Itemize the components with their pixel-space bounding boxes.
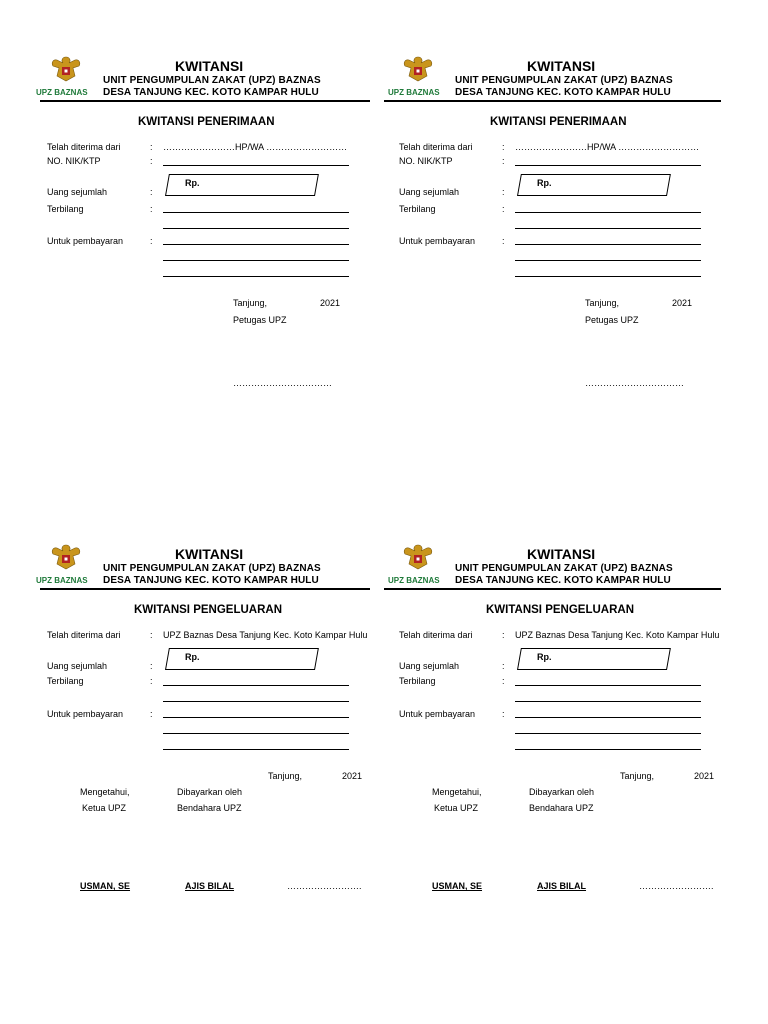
chair-title: Ketua UPZ: [434, 803, 479, 813]
garuda-emblem-icon: [48, 54, 84, 84]
terbilang-line-1[interactable]: [163, 212, 349, 213]
org-line-1: UNIT PENGUMPULAN ZAKAT (UPZ) BAZNAS: [455, 563, 673, 574]
org-line-2: DESA TANJUNG KEC. KOTO KAMPAR HULU: [455, 87, 671, 98]
amount-label: Uang sejumlah: [47, 661, 108, 671]
header-divider: [40, 588, 370, 590]
colon: :: [150, 204, 153, 214]
purpose-line-2[interactable]: [163, 260, 349, 261]
colon: :: [502, 156, 505, 166]
purpose-line-2[interactable]: [163, 733, 349, 734]
purpose-line-2[interactable]: [515, 733, 701, 734]
brand-label: UPZ BAZNAS: [36, 576, 88, 585]
amount-label: Uang sejumlah: [399, 661, 460, 671]
section-heading: KWITANSI PENERIMAAN: [138, 116, 275, 128]
colon: :: [502, 676, 505, 686]
amount-label: Uang sejumlah: [399, 187, 460, 197]
section-heading: KWITANSI PENGELUARAN: [134, 604, 283, 616]
colon: :: [502, 142, 505, 152]
amount-field[interactable]: [165, 174, 317, 194]
acknowledged-label: Mengetahui,: [80, 787, 130, 797]
amount-label: Uang sejumlah: [47, 187, 108, 197]
rp-label: Rp.: [537, 178, 552, 188]
year-label: 2021: [672, 298, 693, 308]
org-line-1: UNIT PENGUMPULAN ZAKAT (UPZ) BAZNAS: [103, 563, 321, 574]
received-from-field[interactable]: ……………………HP/WA ………………………: [515, 142, 700, 152]
purpose-line-3[interactable]: [515, 276, 701, 277]
received-from-label: Telah diterima dari: [47, 142, 121, 152]
amount-field[interactable]: [165, 648, 317, 668]
colon: :: [150, 630, 153, 640]
colon: :: [502, 187, 505, 197]
receipt-penerimaan-right: [352, 0, 736, 512]
terbilang-line-1[interactable]: [515, 212, 701, 213]
terbilang-label: Terbilang: [47, 676, 84, 686]
org-line-2: DESA TANJUNG KEC. KOTO KAMPAR HULU: [103, 87, 319, 98]
header-divider: [384, 588, 721, 590]
purpose-line-3[interactable]: [163, 276, 349, 277]
receipt-penerimaan-left: [0, 0, 384, 512]
colon: :: [502, 204, 505, 214]
colon: :: [502, 661, 505, 671]
terbilang-line-2[interactable]: [163, 701, 349, 702]
signature-line[interactable]: ……………………………: [585, 378, 684, 388]
receiver-signature-line[interactable]: …………………….: [287, 881, 362, 891]
chair-title: Ketua UPZ: [82, 803, 127, 813]
colon: :: [150, 236, 153, 246]
colon: :: [150, 187, 153, 197]
terbilang-line-1[interactable]: [163, 685, 349, 686]
org-line-1: UNIT PENGUMPULAN ZAKAT (UPZ) BAZNAS: [455, 75, 673, 86]
paid-by-label: Dibayarkan oleh: [177, 787, 243, 797]
colon: :: [150, 142, 153, 152]
place-label: Tanjung,: [233, 298, 268, 308]
header-divider: [40, 100, 370, 102]
officer-title: Petugas UPZ: [233, 315, 287, 325]
treasurer-title: Bendahara UPZ: [529, 803, 594, 813]
received-from-field[interactable]: UPZ Baznas Desa Tanjung Kec. Koto Kampar Hulu: [515, 630, 720, 640]
garuda-emblem-icon: [400, 54, 436, 84]
purpose-label: Untuk pembayaran: [47, 709, 124, 719]
nik-field-line[interactable]: [515, 165, 701, 166]
terbilang-line-2[interactable]: [515, 701, 701, 702]
terbilang-label: Terbilang: [399, 676, 436, 686]
colon: :: [502, 709, 505, 719]
terbilang-line-1[interactable]: [515, 685, 701, 686]
treasurer-name: AJIS BILAL: [537, 881, 587, 891]
purpose-line-3[interactable]: [515, 749, 701, 750]
rp-label: Rp.: [185, 178, 200, 188]
terbilang-line-2[interactable]: [163, 228, 349, 229]
amount-field[interactable]: [517, 648, 669, 668]
place-label: Tanjung,: [268, 771, 303, 781]
receipt-title: KWITANSI: [175, 58, 244, 74]
purpose-line-1[interactable]: [515, 717, 701, 718]
receipt-title: KWITANSI: [175, 546, 244, 562]
purpose-line-1[interactable]: [163, 717, 349, 718]
nik-label: NO. NIK/KTP: [47, 156, 101, 166]
rp-label: Rp.: [185, 652, 200, 662]
year-label: 2021: [694, 771, 715, 781]
receipt-title: KWITANSI: [527, 546, 596, 562]
colon: :: [150, 156, 153, 166]
acknowledged-label: Mengetahui,: [432, 787, 482, 797]
nik-field-line[interactable]: [163, 165, 349, 166]
nik-label: NO. NIK/KTP: [399, 156, 453, 166]
received-from-field[interactable]: ……………………HP/WA ………………………: [163, 142, 348, 152]
purpose-label: Untuk pembayaran: [47, 236, 124, 246]
colon: :: [502, 236, 505, 246]
received-from-field[interactable]: UPZ Baznas Desa Tanjung Kec. Koto Kampar Hulu: [163, 630, 368, 640]
purpose-line-3[interactable]: [163, 749, 349, 750]
purpose-line-1[interactable]: [163, 244, 349, 245]
place-label: Tanjung,: [585, 298, 620, 308]
received-from-label: Telah diterima dari: [399, 630, 473, 640]
terbilang-line-2[interactable]: [515, 228, 701, 229]
amount-field[interactable]: [517, 174, 669, 194]
colon: :: [150, 661, 153, 671]
paid-by-label: Dibayarkan oleh: [529, 787, 595, 797]
org-line-1: UNIT PENGUMPULAN ZAKAT (UPZ) BAZNAS: [103, 75, 321, 86]
received-from-label: Telah diterima dari: [47, 630, 121, 640]
brand-label: UPZ BAZNAS: [36, 88, 88, 97]
received-from-label: Telah diterima dari: [399, 142, 473, 152]
officer-title: Petugas UPZ: [585, 315, 639, 325]
receipt-pengeluaran-right: [352, 488, 736, 1000]
garuda-emblem-icon: [48, 542, 84, 572]
org-line-2: DESA TANJUNG KEC. KOTO KAMPAR HULU: [455, 575, 671, 586]
place-label: Tanjung,: [620, 771, 655, 781]
year-label: 2021: [320, 298, 341, 308]
colon: :: [150, 709, 153, 719]
brand-label: UPZ BAZNAS: [388, 88, 440, 97]
purpose-line-2[interactable]: [515, 260, 701, 261]
receipt-title: KWITANSI: [527, 58, 596, 74]
section-heading: KWITANSI PENERIMAAN: [490, 116, 627, 128]
terbilang-label: Terbilang: [47, 204, 84, 214]
org-line-2: DESA TANJUNG KEC. KOTO KAMPAR HULU: [103, 575, 319, 586]
receipt-pengeluaran-left: [0, 488, 384, 1000]
terbilang-label: Terbilang: [399, 204, 436, 214]
receiver-signature-line[interactable]: …………………….: [639, 881, 714, 891]
rp-label: Rp.: [537, 652, 552, 662]
chair-name: USMAN, SE: [432, 881, 483, 891]
purpose-label: Untuk pembayaran: [399, 709, 476, 719]
signature-line[interactable]: ……………………………: [233, 378, 332, 388]
brand-label: UPZ BAZNAS: [388, 576, 440, 585]
treasurer-title: Bendahara UPZ: [177, 803, 242, 813]
purpose-label: Untuk pembayaran: [399, 236, 476, 246]
year-label: 2021: [342, 771, 363, 781]
colon: :: [502, 630, 505, 640]
purpose-line-1[interactable]: [515, 244, 701, 245]
garuda-emblem-icon: [400, 542, 436, 572]
header-divider: [384, 100, 721, 102]
colon: :: [150, 676, 153, 686]
chair-name: USMAN, SE: [80, 881, 131, 891]
section-heading: KWITANSI PENGELUARAN: [486, 604, 635, 616]
treasurer-name: AJIS BILAL: [185, 881, 235, 891]
